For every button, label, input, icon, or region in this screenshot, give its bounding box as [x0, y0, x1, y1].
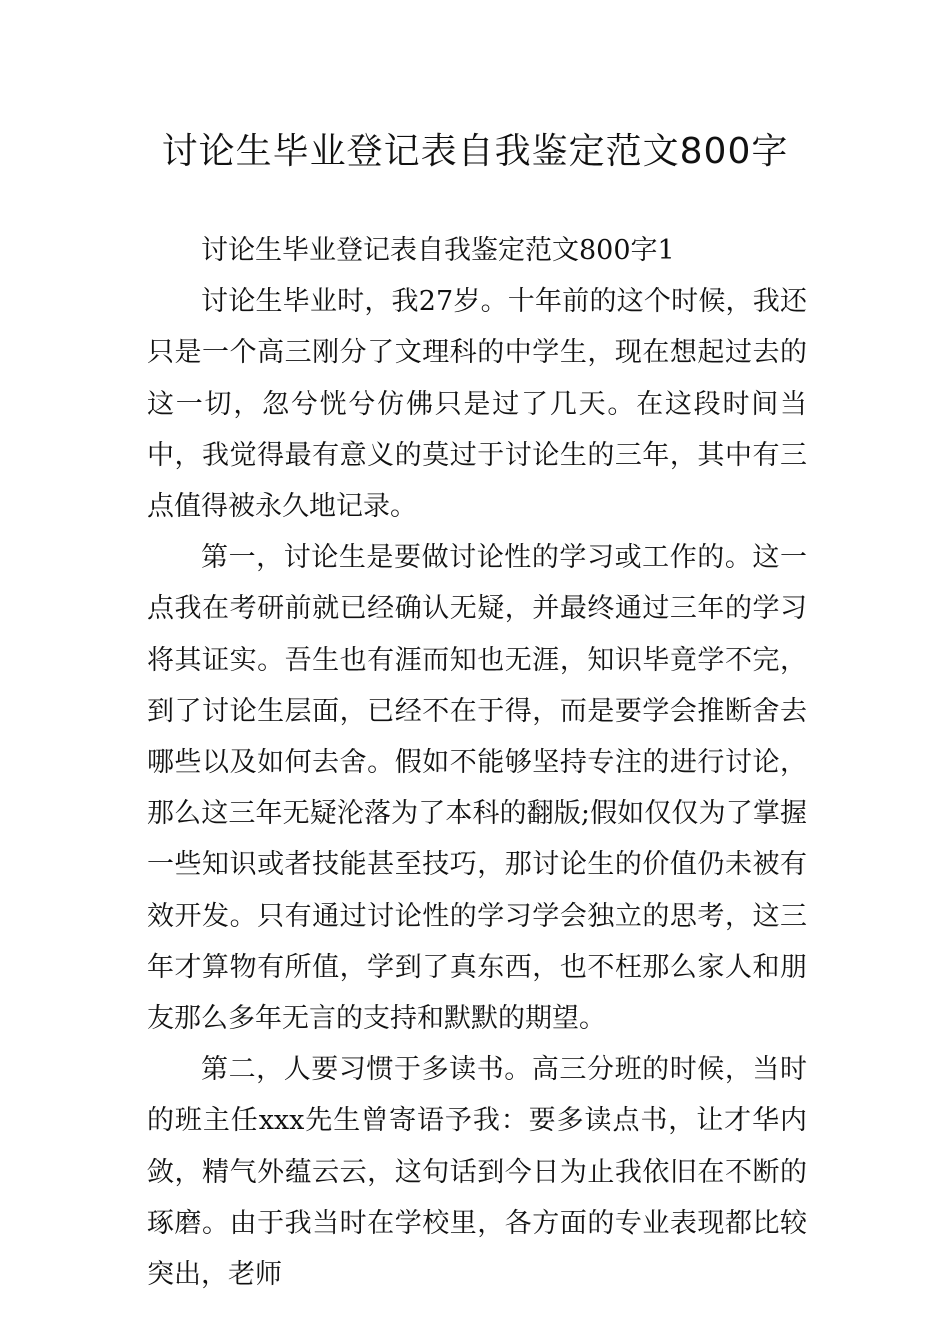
paragraph: 讨论生毕业时，我27岁。十年前的这个时候，我还只是一个高三刚分了文理科的中学生，现在想起过去的这一切，忽兮恍兮仿佛只是过了几天。在这段时间当中，我觉得最有意义的莫过于讨论生的三年，其中有三点值得被永久地记录。 [147, 286, 807, 523]
paragraph: 第一，讨论生是要做讨论性的学习或工作的。这一点我在考研前就已经确认无疑，并最终通过三年的学习将其证实。吾生也有涯而知也无涯，知识毕竟学不完，到了讨论生层面，已经不在于得，而是要学会推断舍去哪些以及如何去舍。假如不能够坚持专注的进行讨论，那么这三年无疑沦落为了本科的翻版;假如仅仅为了掌握一些知识或者技能甚至技巧，那讨论生的价值仍未被有效开发。只有通过讨论性的学习学会独立的思考，这三年才算物有所值，学到了真东西，也不枉那么家人和朋友那么多年无言的支持和默默的期望。 [147, 542, 807, 1035]
paragraph-subtitle: 讨论生毕业登记表自我鉴定范文800字1 [201, 235, 675, 266]
paragraph: 第二，人要习惯于多读书。高三分班的时候，当时的班主任xxx先生曾寄语予我：要多读点书，让才华内敛，精气外蕴云云，这句话到今日为止我依旧在不断的琢磨。由于我当时在学校里，各方面的专业表现都比较突出，老师 [147, 1054, 807, 1291]
document-title: 讨论生毕业登记表自我鉴定范文800字 [161, 131, 789, 172]
document-body [147, 225, 807, 1300]
